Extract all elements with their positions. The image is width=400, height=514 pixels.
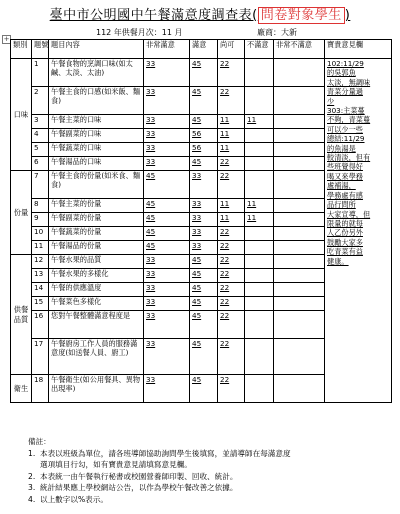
rating-cell (218, 255, 245, 269)
question-number: 13 (32, 269, 49, 283)
question-text: 午餐湯品的份量 (49, 241, 144, 255)
remark-line: 限量的就每 (327, 218, 363, 228)
rating-cell (190, 255, 218, 269)
rating-cell (190, 143, 218, 157)
rating-value: 33 (146, 339, 156, 348)
remark-line: 可以少一些 (327, 124, 363, 134)
rating-cell (144, 171, 190, 199)
rating-cell (274, 311, 325, 339)
remarks-cell (325, 59, 392, 403)
rating-cell (144, 339, 190, 375)
rating-cell (245, 115, 274, 129)
rating-value: 45 (146, 171, 156, 180)
rating-cell (144, 283, 190, 297)
rating-cell (144, 59, 190, 87)
rating-cell (144, 87, 190, 115)
remark-line: 大家宣導，但 (327, 209, 371, 219)
rating-cell (218, 227, 245, 241)
page-title (0, 4, 400, 23)
remark-line: 不夠，青菜蔓 (327, 115, 371, 125)
rating-cell (144, 241, 190, 255)
question-text: 午餐水果的多樣化 (49, 269, 144, 283)
rating-value: 45 (192, 311, 202, 320)
remark-line: 處補湯， (327, 181, 356, 191)
rating-value: 11 (247, 213, 257, 222)
rating-value: 11 (247, 115, 257, 124)
rating-cell (190, 283, 218, 297)
category-cell: 口味 (11, 59, 32, 171)
rating-value: 22 (220, 311, 230, 320)
question-text: 午餐主食的口感(如米飯、麵食) (49, 87, 144, 115)
question-text: 午餐主食的份量(如米食、麵食) (49, 171, 144, 199)
rating-cell (274, 213, 325, 227)
rating-cell (245, 59, 274, 87)
rating-cell (218, 87, 245, 115)
table-move-handle[interactable]: + (3, 35, 10, 43)
question-text: 午餐主菜的口味 (49, 115, 144, 129)
rating-value: 22 (220, 157, 230, 166)
rating-value: 33 (192, 199, 202, 208)
rating-cell (274, 199, 325, 213)
rating-cell (218, 199, 245, 213)
rating-value: 45 (192, 375, 202, 384)
rating-value: 22 (220, 283, 230, 292)
supply-month: 112 年供餐月次：11 月 (96, 28, 183, 37)
remark-line: 喝又來學務 (327, 171, 363, 181)
rating-cell (144, 297, 190, 311)
note-item-continuation: 選項填目行勾，如有寶貴意見請填寫意見欄。 (40, 460, 192, 470)
rating-cell (245, 255, 274, 269)
rating-value: 45 (146, 227, 156, 236)
note-item: 4. 以上數字以%表示。 (28, 494, 108, 504)
rating-value: 33 (146, 129, 156, 138)
rating-value: 33 (146, 115, 156, 124)
rating-value: 22 (220, 375, 230, 384)
question-number: 8 (32, 199, 49, 213)
header-fair: 尚可 (218, 40, 245, 59)
title-highlight: 問卷對象學生 (258, 7, 345, 24)
note-item: 3. 統計結果應上學校網站公告，以作為學校午餐改善之依據。 (28, 483, 238, 493)
header-satisfied: 滿意 (190, 40, 218, 59)
rating-value: 33 (146, 59, 156, 68)
rating-value: 11 (220, 143, 230, 152)
rating-value: 33 (146, 143, 156, 152)
question-number: 16 (32, 311, 49, 339)
rating-cell (144, 255, 190, 269)
rating-cell (190, 297, 218, 311)
rating-value: 11 (247, 199, 257, 208)
rating-value: 45 (192, 283, 202, 292)
remark-line: 的魚湯是 (327, 143, 356, 153)
rating-value: 45 (192, 339, 202, 348)
rating-cell (274, 129, 325, 143)
question-text: 您對午餐整體滿意程度是 (49, 311, 144, 339)
question-number: 9 (32, 213, 49, 227)
rating-cell (245, 241, 274, 255)
rating-cell (274, 241, 325, 255)
question-number: 14 (32, 283, 49, 297)
rating-cell (190, 199, 218, 213)
rating-value: 22 (220, 339, 230, 348)
header-very-satisfied: 非常滿意 (144, 40, 190, 59)
rating-value: 33 (146, 255, 156, 264)
rating-cell (218, 213, 245, 227)
rating-cell (218, 171, 245, 199)
rating-cell (245, 227, 274, 241)
rating-cell (218, 115, 245, 129)
rating-value: 22 (220, 227, 230, 236)
rating-cell (274, 375, 325, 403)
rating-cell (245, 339, 274, 375)
rating-cell (190, 375, 218, 403)
rating-cell (190, 157, 218, 171)
rating-value: 33 (192, 171, 202, 180)
question-text: 午餐菜色多樣化 (49, 297, 144, 311)
rating-value: 45 (146, 241, 156, 250)
header-very-unsatisfied: 非常不滿意 (274, 40, 325, 59)
rating-cell (245, 199, 274, 213)
rating-cell (274, 59, 325, 87)
rating-cell (218, 375, 245, 403)
rating-cell (144, 375, 190, 403)
rating-cell (144, 311, 190, 339)
rating-cell (274, 227, 325, 241)
rating-value: 11 (220, 213, 230, 222)
vendor: 廠商：大新 (257, 28, 297, 37)
rating-value: 45 (146, 213, 156, 222)
rating-cell (245, 171, 274, 199)
question-text: 午餐水果的品質 (49, 255, 144, 269)
note-item: 2. 本表統一由午餐執行秘書或校園營養師印製、回收、統計。 (28, 471, 238, 481)
rating-value: 22 (220, 59, 230, 68)
notes-heading: 備註： (28, 437, 51, 446)
rating-value: 33 (146, 87, 156, 96)
rating-cell (274, 255, 325, 269)
question-number: 18 (32, 375, 49, 403)
survey-table (10, 39, 392, 403)
rating-cell (190, 129, 218, 143)
rating-value: 33 (192, 241, 202, 250)
rating-cell (218, 283, 245, 297)
rating-value: 22 (220, 269, 230, 278)
rating-value: 45 (192, 115, 202, 124)
question-number: 6 (32, 157, 49, 171)
header-question: 題目內容 (49, 40, 144, 59)
rating-cell (274, 269, 325, 283)
remark-line: 吃青菜有益 (327, 247, 363, 257)
rating-value: 45 (192, 59, 202, 68)
rating-value: 56 (192, 129, 202, 138)
rating-value: 22 (220, 87, 230, 96)
rating-cell (144, 143, 190, 157)
remark-line: 人乙份另外 (327, 228, 363, 238)
table-row (11, 59, 392, 87)
question-text: 午餐的供應溫度 (49, 283, 144, 297)
rating-cell (218, 311, 245, 339)
rating-cell (190, 339, 218, 375)
rating-cell (218, 143, 245, 157)
question-text: 午餐副菜的口味 (49, 129, 144, 143)
rating-cell (245, 87, 274, 115)
rating-value: 45 (192, 87, 202, 96)
question-text: 午餐湯品的口味 (49, 157, 144, 171)
rating-cell (274, 87, 325, 115)
rating-value: 22 (220, 297, 230, 306)
title-text: 臺中市公明國中午餐滿意度調查表( (49, 8, 258, 23)
rating-value: 45 (192, 269, 202, 278)
remark-line: 品行問所 (327, 200, 356, 210)
rating-value: 33 (192, 227, 202, 236)
notes (28, 436, 388, 506)
title-suffix: ) (344, 8, 351, 23)
rating-cell (190, 269, 218, 283)
question-text: 午餐主菜的份量 (49, 199, 144, 213)
rating-cell (245, 311, 274, 339)
rating-cell (245, 283, 274, 297)
rating-cell (144, 129, 190, 143)
rating-cell (245, 269, 274, 283)
remark-line: 少 (327, 96, 335, 106)
question-number: 4 (32, 129, 49, 143)
rating-value: 56 (192, 143, 202, 152)
rating-cell (144, 157, 190, 171)
rating-cell (274, 115, 325, 129)
rating-cell (274, 171, 325, 199)
rating-cell (144, 115, 190, 129)
rating-value: 33 (146, 311, 156, 320)
question-number: 7 (32, 171, 49, 199)
rating-value: 22 (220, 241, 230, 250)
question-text: 午餐蔬菜的份量 (49, 227, 144, 241)
rating-value: 11 (220, 115, 230, 124)
rating-cell (245, 157, 274, 171)
rating-cell (245, 375, 274, 403)
rating-value: 11 (220, 199, 230, 208)
category-cell: 供餐品質 (11, 255, 32, 375)
question-number: 17 (32, 339, 49, 375)
rating-cell (218, 157, 245, 171)
question-number: 2 (32, 87, 49, 115)
remark-line: 學務處有感 (327, 190, 363, 200)
rating-value: 45 (192, 255, 202, 264)
remark-line: 較清淡，但有 (327, 153, 371, 163)
remark-line: 102:11/29 (327, 59, 364, 68)
rating-cell (190, 115, 218, 129)
header-remarks: 寶貴意見欄 (325, 40, 392, 59)
remark-line: 些班覺得好 (327, 162, 363, 172)
rating-cell (218, 339, 245, 375)
rating-cell (190, 87, 218, 115)
rating-cell (218, 297, 245, 311)
rating-cell (190, 213, 218, 227)
note-item: 1. 本表以班級為單位，請各班導師協助詢問學生後填寫，並請導師在每滿意度 (28, 448, 291, 458)
header-category: 類別 (11, 40, 32, 59)
question-text: 午餐副菜的份量 (49, 213, 144, 227)
rating-cell (274, 283, 325, 297)
remark-line: 303:主菜蔓 (327, 106, 365, 116)
rating-cell (245, 143, 274, 157)
rating-cell (218, 129, 245, 143)
rating-cell (218, 59, 245, 87)
rating-value: 33 (146, 297, 156, 306)
question-text: 午餐蔬菜的口味 (49, 143, 144, 157)
category-cell: 衛生 (11, 375, 32, 403)
remark-line: 健康。 (327, 256, 349, 266)
question-number: 11 (32, 241, 49, 255)
remark-line: 鼓勵大家多 (327, 237, 363, 247)
remark-line: 青菜分量過 (327, 87, 363, 97)
question-text: 午餐衛生(如公用餐具、異物出現率) (49, 375, 144, 403)
rating-cell (190, 59, 218, 87)
rating-value: 45 (192, 157, 202, 166)
rating-cell (274, 339, 325, 375)
rating-cell (245, 213, 274, 227)
rating-cell (144, 227, 190, 241)
question-number: 3 (32, 115, 49, 129)
rating-cell (274, 143, 325, 157)
question-number: 10 (32, 227, 49, 241)
rating-cell (245, 129, 274, 143)
rating-cell (218, 241, 245, 255)
rating-value: 22 (220, 255, 230, 264)
rating-cell (274, 297, 325, 311)
rating-value: 11 (220, 129, 230, 138)
rating-cell (144, 213, 190, 227)
rating-value: 33 (146, 157, 156, 166)
rating-value: 33 (192, 213, 202, 222)
remark-line: 的吳郭魚 (327, 68, 356, 78)
remark-line: 總結:11/29 (327, 134, 365, 144)
question-text: 午餐廚房工作人員的服務滿意度(如送餐人員、廚工) (49, 339, 144, 375)
question-number: 15 (32, 297, 49, 311)
rating-cell (245, 297, 274, 311)
question-text: 午餐食物的烹調口味(如太鹹、太淡、太油) (49, 59, 144, 87)
header-unsatisfied: 不滿意 (245, 40, 274, 59)
rating-cell (144, 199, 190, 213)
rating-value: 33 (146, 283, 156, 292)
header-row (11, 40, 392, 59)
rating-cell (144, 269, 190, 283)
remark-line: 太淡，無調味 (327, 77, 371, 87)
question-number: 12 (32, 255, 49, 269)
category-cell: 份量 (11, 171, 32, 255)
rating-cell (274, 157, 325, 171)
rating-cell (190, 241, 218, 255)
question-number: 1 (32, 59, 49, 87)
rating-cell (190, 171, 218, 199)
rating-cell (190, 311, 218, 339)
rating-cell (218, 269, 245, 283)
rating-value: 45 (146, 199, 156, 208)
rating-value: 22 (220, 171, 230, 180)
header-number: 題號 (32, 40, 49, 59)
rating-value: 33 (146, 269, 156, 278)
rating-value: 45 (192, 297, 202, 306)
question-number: 5 (32, 143, 49, 157)
rating-value: 33 (146, 375, 156, 384)
rating-cell (190, 227, 218, 241)
